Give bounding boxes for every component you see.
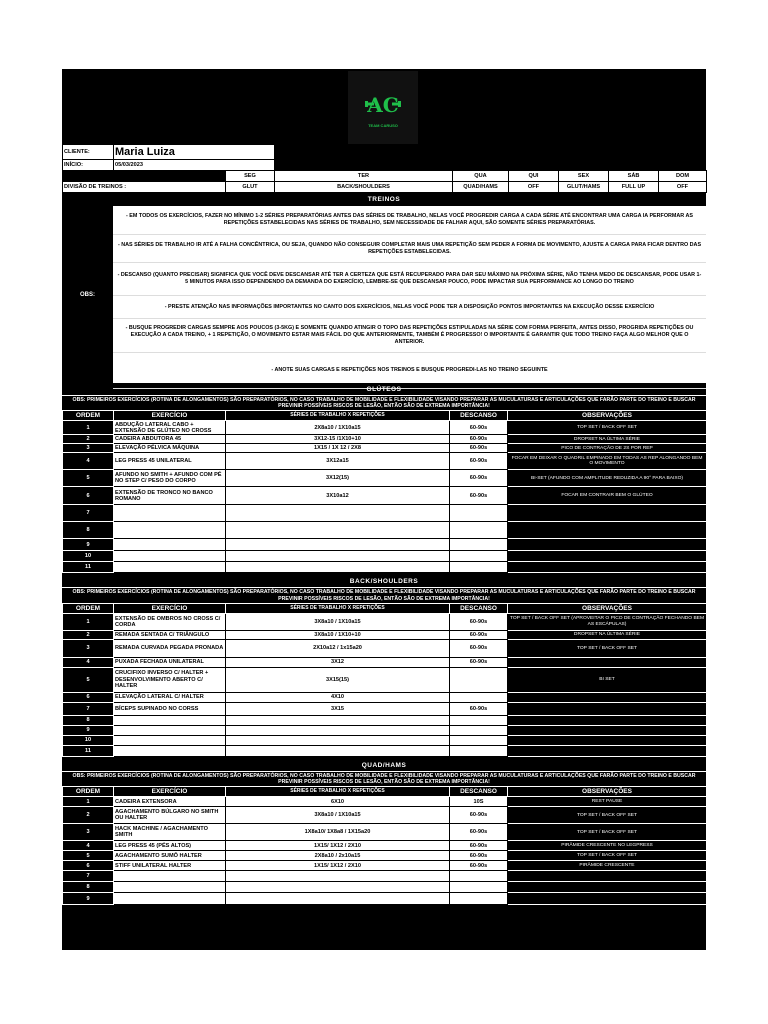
exercise-cell: REMADA SENTADA C/ TRIÂNGULO xyxy=(114,630,226,639)
section-title: GLÚTEOS xyxy=(366,386,402,393)
section-note: OBS: PRIMEIROS EXERCÍCIOS (ROTINA DE ALONGAMENTOS) SÃO PREPARATÓRIOS, NO CASO TRABALHO DE MOBILIDADE E FLEXIBILIDADE VISANDO PREPARAR AS MUCULATURAS E ARTICULAÇÕES QUE FARÃO PARTE DO TREINO E BUSCAR PREVINIR POSSÍVEIS RISCOS DE LESÃO, ENTÃO SÃO DE EXTREMA IMPORTÂNCIA! xyxy=(62,771,706,786)
sets-cell: 2X8a10 / 1X10a15 xyxy=(226,421,450,435)
sets-cell: 3X12 xyxy=(226,657,450,667)
sets-cell: 6X10 xyxy=(226,797,450,807)
sets-cell: 3X15(15) xyxy=(226,667,450,692)
sets-cell xyxy=(226,522,450,539)
rest-cell: 10S xyxy=(450,797,508,807)
brand-logo xyxy=(348,71,418,144)
rest-cell: 60-90s xyxy=(450,807,508,824)
exercise-cell: REMADA CURVADA PEGADA PRONADA xyxy=(114,639,226,657)
order-cell: 7 xyxy=(63,505,114,522)
order-cell: 9 xyxy=(63,893,114,905)
exercise-cell: CADEIRA ABDUTORA 45 xyxy=(114,435,226,444)
sets-cell: 3X8a10 / 1X10a15 xyxy=(226,613,450,630)
observation-cell xyxy=(508,725,707,735)
exercise-table xyxy=(62,786,707,905)
order-cell: 9 xyxy=(63,725,114,735)
exercise-cell xyxy=(114,715,226,725)
sets-cell: 2X10a12 / 1x15a20 xyxy=(226,639,450,657)
start-label: INÍCIO: xyxy=(63,160,114,171)
observation-cell: BI-SET (AFUNDO COM AMPLITUDE REDUZIDA A 90° PARA BAIXO) xyxy=(508,470,707,487)
table-row xyxy=(63,745,707,756)
column-header: SÉRIES DE TRABALHO X REPETIÇÕES xyxy=(226,411,450,421)
order-cell: 5 xyxy=(63,851,114,861)
svg-text:AC: AC xyxy=(367,93,399,117)
observation-cell: DROPSET NA ÚLTIMA SÉRIE xyxy=(508,630,707,639)
sets-cell: 3X12a15 xyxy=(226,453,450,470)
observation-cell xyxy=(508,692,707,702)
observation-cell: TOP SET / BACK OFF SET xyxy=(508,421,707,435)
obs-list xyxy=(113,206,706,383)
table-row xyxy=(63,639,707,657)
table-row xyxy=(63,702,707,715)
order-cell: 1 xyxy=(63,797,114,807)
table-row xyxy=(63,505,707,522)
rest-cell xyxy=(450,692,508,702)
division-sex: GLUT/HAMS xyxy=(559,182,609,193)
section-title: BACK/SHOULDERS xyxy=(349,578,419,586)
table-row xyxy=(63,824,707,841)
exercise-cell xyxy=(114,505,226,522)
rest-cell: 60-90s xyxy=(450,851,508,861)
observation-cell xyxy=(508,702,707,715)
sets-cell: 3X8a10 / 1X10a15 xyxy=(226,807,450,824)
rest-cell: 60-90s xyxy=(450,470,508,487)
observation-cell xyxy=(508,871,707,882)
column-header: EXERCÍCIO xyxy=(114,411,226,421)
observation-cell xyxy=(508,657,707,667)
section-title: QUAD/HAMS xyxy=(361,761,407,769)
table-row xyxy=(63,807,707,824)
table-row xyxy=(63,797,707,807)
rest-cell: 60-90s xyxy=(450,444,508,453)
day-sex: SEX xyxy=(559,171,609,182)
rest-cell: 60-90s xyxy=(450,702,508,715)
order-cell: 11 xyxy=(63,562,114,573)
division-qui: OFF xyxy=(509,182,559,193)
table-row xyxy=(63,725,707,735)
division-label: DIVISÃO DE TREINOS : xyxy=(63,182,226,193)
column-header: SÉRIES DE TRABALHO X REPETIÇÕES xyxy=(226,787,450,797)
rest-cell xyxy=(450,562,508,573)
observation-cell: TOP SET / BACK OFF SET xyxy=(508,807,707,824)
client-name: Maria Luiza xyxy=(114,145,275,160)
table-row xyxy=(63,735,707,745)
column-header: SÉRIES DE TRABALHO X REPETIÇÕES xyxy=(226,603,450,613)
observation-cell: PIRÂMIDE CRESCENTE NO LEGPRESS xyxy=(508,841,707,851)
order-cell: 4 xyxy=(63,657,114,667)
table-row xyxy=(63,841,707,851)
table-row xyxy=(63,861,707,871)
exercise-cell: ABDUÇÃO LATERAL CABO + EXTENSÃO DE GLÚTEO NO CROSS xyxy=(114,421,226,435)
table-row xyxy=(63,551,707,562)
column-header: ORDEM xyxy=(63,787,114,797)
observation-cell: BI SET xyxy=(508,667,707,692)
rest-cell xyxy=(450,667,508,692)
table-row xyxy=(63,871,707,882)
order-cell: 4 xyxy=(63,453,114,470)
division-ter: BACK/SHOULDERS xyxy=(275,182,453,193)
observation-cell xyxy=(508,522,707,539)
exercise-cell xyxy=(114,745,226,756)
rest-cell: 60-90s xyxy=(450,613,508,630)
exercise-cell: EXTENSÃO DE TRONCO NO BANCO ROMANO xyxy=(114,487,226,505)
start-date: 05/03/2023 xyxy=(114,160,275,171)
observation-cell: FOCAR EM CONTRAIR BEM O GLÚTEO xyxy=(508,487,707,505)
day-dom: DOM xyxy=(659,171,707,182)
table-row xyxy=(63,435,707,444)
observation-cell xyxy=(508,505,707,522)
order-cell: 8 xyxy=(63,522,114,539)
sets-cell: 1X15/ 1X12 / 2X10 xyxy=(226,861,450,871)
order-cell: 4 xyxy=(63,841,114,851)
table-row xyxy=(63,453,707,470)
day-qua: QUA xyxy=(453,171,509,182)
sets-cell: 1X15 / 1X 12 / 2X8 xyxy=(226,444,450,453)
rest-cell: 60-90s xyxy=(450,453,508,470)
exercise-cell: AGACHAMENTO SUMÔ HALTER xyxy=(114,851,226,861)
observation-cell xyxy=(508,562,707,573)
order-cell: 8 xyxy=(63,715,114,725)
exercise-cell xyxy=(114,562,226,573)
order-cell: 3 xyxy=(63,639,114,657)
rest-cell xyxy=(450,882,508,893)
table-row xyxy=(63,444,707,453)
rest-cell xyxy=(450,539,508,551)
column-header: EXERCÍCIO xyxy=(114,603,226,613)
observation-cell: TOP SET / BACK OFF SET xyxy=(508,824,707,841)
column-header: DESCANSO xyxy=(450,787,508,797)
observation-cell xyxy=(508,715,707,725)
dumbbell-logo-icon xyxy=(363,87,403,121)
sets-cell: 3X8a10 / 1X10+10 xyxy=(226,630,450,639)
exercise-cell xyxy=(114,735,226,745)
rest-cell: 60-90s xyxy=(450,861,508,871)
section-1 xyxy=(62,577,706,756)
section-0 xyxy=(62,385,706,573)
exercise-cell: AGACHAMENTO BÚLGARO NO SMITH OU HALTER xyxy=(114,807,226,824)
exercise-cell: STIFF UNILATERAL HALTER xyxy=(114,861,226,871)
rest-cell xyxy=(450,715,508,725)
observation-cell xyxy=(508,551,707,562)
exercise-cell: CADEIRA EXTENSORA xyxy=(114,797,226,807)
rest-cell: 60-90s xyxy=(450,630,508,639)
exercise-cell xyxy=(114,725,226,735)
division-dom: OFF xyxy=(659,182,707,193)
observation-cell: FOCAR EM DEIXAR O QUADRIL EMPINADO EM TODAS AS REP ALONGANDO BEM O MOVIMENTO xyxy=(508,453,707,470)
rest-cell: 60-90s xyxy=(450,487,508,505)
division-table xyxy=(62,170,707,193)
table-row xyxy=(63,667,707,692)
order-cell: 3 xyxy=(63,824,114,841)
rest-cell xyxy=(450,725,508,735)
column-header: DESCANSO xyxy=(450,411,508,421)
observation-cell xyxy=(508,735,707,745)
exercise-cell: AFUNDO NO SMITH + AFUNDO COM PÉ NO STEP C/ PESO DO CORPO xyxy=(114,470,226,487)
order-cell: 6 xyxy=(63,487,114,505)
workout-sheet xyxy=(62,69,706,950)
order-cell: 3 xyxy=(63,444,114,453)
table-row xyxy=(63,613,707,630)
exercise-cell: EXTENSÃO DE OMBROS NO CROSS C/ CORDA xyxy=(114,613,226,630)
exercise-cell xyxy=(114,551,226,562)
order-cell: 6 xyxy=(63,861,114,871)
order-cell: 9 xyxy=(63,539,114,551)
exercise-cell: BÍCEPS SUPINADO NO CORSS xyxy=(114,702,226,715)
column-header: OBSERVAÇÕES xyxy=(508,787,707,797)
brand-name: TEAM CARUSO xyxy=(368,123,398,128)
exercise-cell: HACK MACHINE / AGACHAMENTO SMITH xyxy=(114,824,226,841)
rest-cell: 60-90s xyxy=(450,421,508,435)
table-row xyxy=(63,562,707,573)
column-header: ORDEM xyxy=(63,411,114,421)
order-cell: 7 xyxy=(63,702,114,715)
observation-cell: DROPSET NA ÚLTIMA SÉRIE xyxy=(508,435,707,444)
sets-cell xyxy=(226,505,450,522)
order-cell: 7 xyxy=(63,871,114,882)
observation-cell: TOP SET / BACK OFF SET xyxy=(508,639,707,657)
sets-cell xyxy=(226,562,450,573)
table-row xyxy=(63,715,707,725)
division-qua: QUAD/HAMS xyxy=(453,182,509,193)
day-qui: QUI xyxy=(509,171,559,182)
division-sab: FULL UP xyxy=(609,182,659,193)
column-header: OBSERVAÇÕES xyxy=(508,411,707,421)
table-row xyxy=(63,470,707,487)
column-header: ORDEM xyxy=(63,603,114,613)
obs-item: - DESCANSO (QUANTO PRECISAR) SIGNIFICA QUE VOCÊ DEVE DESCANSAR ATÉ TER A CERTEZA QUE ESTÁ RECUPERADO PARA DAR SEU MÁXIMO NA PRÓXIMA SÉRIE, NÃO TENHA MEDO DE DESCANSAR, PODE USAR 1-5 MINUTOS PARA ISSO DEPENDENDO DA DEMANDA DO EXERCÍCIO, LEMBRE-SE QUE DESCANSAR POUCO, PODE IMPACTAR SUA PERFORMANCE AO LONGO DO TREINO xyxy=(113,263,706,296)
sets-cell xyxy=(226,539,450,551)
sets-cell xyxy=(226,893,450,905)
obs-label: OBS: xyxy=(80,291,95,298)
sets-cell: 3X10a12 xyxy=(226,487,450,505)
exercise-cell: PUXADA FECHADA UNILATERAL xyxy=(114,657,226,667)
table-row xyxy=(63,539,707,551)
day-seg: SEG xyxy=(226,171,275,182)
table-row xyxy=(63,487,707,505)
observation-cell: PICO DE CONTRAÇÃO DE 2S POR REP xyxy=(508,444,707,453)
order-cell: 8 xyxy=(63,882,114,893)
table-row xyxy=(63,893,707,905)
rest-cell: 60-90s xyxy=(450,657,508,667)
order-cell: 2 xyxy=(63,630,114,639)
exercise-cell: LEG PRESS 45 (PÉS ALTOS) xyxy=(114,841,226,851)
exercise-cell: LEG PRESS 45 UNILATERAL xyxy=(114,453,226,470)
rest-cell xyxy=(450,522,508,539)
table-row xyxy=(63,522,707,539)
obs-block xyxy=(62,206,706,383)
day-ter: TER xyxy=(275,171,453,182)
observation-cell: PIRÂMIDE CRESCENTE xyxy=(508,861,707,871)
sets-cell: 3X15 xyxy=(226,702,450,715)
workout-sections xyxy=(62,385,706,905)
exercise-cell: ELEVAÇÃO LATERAL C/ HALTER xyxy=(114,692,226,702)
exercise-table xyxy=(62,603,707,757)
obs-item: - EM TODOS OS EXERCÍCIOS, FAZER NO MÍNIMO 1-2 SÉRIES PREPARATÓRIAS ANTES DAS SÉRIES DE TRABALHO, NELAS VOCÊ PROGREDIR CARGA A CADA SÉRIE ATÉ ENCONTRAR UMA CARGA IA PERFORMAR AS REPETIÇÕES ESTABELECIDAS NAS SÉRIES DE TRABALHO, SEM NECESSIDADE DE FALHAR AQUI, SÃO SOMENTE SÉRIES PREPARATÓRIAS. xyxy=(113,206,706,235)
sets-cell: 1X15/ 1X12 / 2X10 xyxy=(226,841,450,851)
exercise-cell: CRUCIFIXO INVERSO C/ HALTER + DESENVOLVIMENTO ABERTO C/ HALTER xyxy=(114,667,226,692)
day-sab: SÁB xyxy=(609,171,659,182)
exercise-cell xyxy=(114,539,226,551)
obs-item: - PRESTE ATENÇÃO NAS INFORMAÇÕES IMPORTANTES NO CANTO DOS EXERCÍCIOS, NELAS VOCÊ PODE TER A DISPOSIÇÃO PONTOS IMPORTANTES NA EXECUÇÃO DESSE EXERCÍCIO xyxy=(113,296,706,319)
exercise-cell: ELEVAÇÃO PÉLVICA MÁQUINA xyxy=(114,444,226,453)
exercise-table xyxy=(62,410,707,573)
exercise-cell xyxy=(114,522,226,539)
sets-cell: 3X12(15) xyxy=(226,470,450,487)
order-cell: 10 xyxy=(63,735,114,745)
rest-cell: 60-90s xyxy=(450,841,508,851)
order-cell: 5 xyxy=(63,667,114,692)
table-row xyxy=(63,421,707,435)
observation-cell: TOP SET / BACK OFF SET (APROVEITAR O PICO DE CONTRAÇÃO FECHANDO BEM AS ESCÁPULAS) xyxy=(508,613,707,630)
rest-cell: 60-90s xyxy=(450,435,508,444)
observation-cell xyxy=(508,539,707,551)
sets-cell xyxy=(226,725,450,735)
sets-cell: 4X10 xyxy=(226,692,450,702)
order-cell: 1 xyxy=(63,421,114,435)
rest-cell xyxy=(450,745,508,756)
order-cell: 2 xyxy=(63,807,114,824)
client-info-table xyxy=(62,144,707,171)
order-cell: 11 xyxy=(63,745,114,756)
sets-cell xyxy=(226,871,450,882)
rest-cell xyxy=(450,735,508,745)
observation-cell xyxy=(508,893,707,905)
observation-cell: TOP SET / BACK OFF SET xyxy=(508,851,707,861)
rest-cell xyxy=(450,551,508,562)
column-header: OBSERVAÇÕES xyxy=(508,603,707,613)
sets-cell xyxy=(226,745,450,756)
obs-item: - ANOTE SUAS CARGAS E REPETIÇÕES NOS TREINOS E BUSQUE PROGREDI-LAS NO TREINO SEGUINTE xyxy=(113,353,706,389)
column-header: DESCANSO xyxy=(450,603,508,613)
section-note: OBS: PRIMEIROS EXERCÍCIOS (ROTINA DE ALONGAMENTOS) SÃO PREPARATÓRIOS, NO CASO TRABALHO DE MOBILIDADE E FLEXIBILIDADE VISANDO PREPARAR AS MUCULATURAS E ARTICULAÇÕES QUE FARÃO PARTE DO TREINO E BUSCAR PREVINIR POSSÍVEIS RISCOS DE LESÃO, ENTÃO SÃO DE EXTREMA IMPORTÂNCIA! xyxy=(62,395,706,410)
rest-cell xyxy=(450,871,508,882)
rest-cell xyxy=(450,893,508,905)
order-cell: 10 xyxy=(63,551,114,562)
exercise-cell xyxy=(114,871,226,882)
exercise-cell xyxy=(114,882,226,893)
order-cell: 2 xyxy=(63,435,114,444)
obs-item: - NAS SÉRIES DE TRABALHO IR ATÉ A FALHA CONCÊNTRICA, OU SEJA, QUANDO NÃO CONSEGUIR COMPLETAR MAIS UMA REPETIÇÃO SEM PEDER A FORMA DE MOVIMENTO, AJUSTE A CARGA PARA FICAR DENTRO DAS REPETIÇÕES ESTABELECIDAS. xyxy=(113,235,706,263)
sets-cell: 1X8a10/ 1X8a8 / 1X15a20 xyxy=(226,824,450,841)
section-note: OBS: PRIMEIROS EXERCÍCIOS (ROTINA DE ALONGAMENTOS) SÃO PREPARATÓRIOS, NO CASO TRABALHO DE MOBILIDADE E FLEXIBILIDADE VISANDO PREPARAR AS MUCULATURAS E ARTICULAÇÕES QUE FARÃO PARTE DO TREINO E BUSCAR PREVINIR POSSÍVEIS RISCOS DE LESÃO, ENTÃO SÃO DE EXTREMA IMPORTÂNCIA! xyxy=(62,587,706,602)
sets-cell: 2X8a10 / 2x10a15 xyxy=(226,851,450,861)
rest-cell: 60-90s xyxy=(450,824,508,841)
order-cell: 1 xyxy=(63,613,114,630)
table-row xyxy=(63,851,707,861)
order-cell: 5 xyxy=(63,470,114,487)
client-label: CLIENTE: xyxy=(63,145,114,160)
division-seg: GLUT xyxy=(226,182,275,193)
observation-cell: REST PAUSE xyxy=(508,797,707,807)
rest-cell xyxy=(450,505,508,522)
treinos-title: TREINOS xyxy=(367,196,401,203)
observation-cell xyxy=(508,745,707,756)
table-row xyxy=(63,692,707,702)
section-2 xyxy=(62,761,706,905)
table-row xyxy=(63,882,707,893)
order-cell: 6 xyxy=(63,692,114,702)
obs-item: - BUSQUE PROGREDIR CARGAS SEMPRE AOS POUCOS (3-5KG) E SOMENTE QUANDO ATINGIR O TOPO DAS REPETIÇÕES ESTIPULADAS NA SÉRIE COM FORMA PERFEITA, ANTES DISSO, PROGRIDA REPETIÇÕES OU EXECUÇÃO A CADA TREINO, + 1 REPETIÇÃO, O MOVIMENTO ESTAR MAIS FÁCIL DO QUE ANTERIORMENTE, TAMBÉM É PROGRESSO! O IMPORTANTE É GARANTIR QUE TODO TREINO FAÇA ALGO MELHOR QUE O ANTERIOR. xyxy=(113,319,706,353)
table-row xyxy=(63,630,707,639)
sets-cell xyxy=(226,715,450,725)
table-row xyxy=(63,657,707,667)
column-header: EXERCÍCIO xyxy=(114,787,226,797)
observation-cell xyxy=(508,882,707,893)
sets-cell xyxy=(226,551,450,562)
exercise-cell xyxy=(114,893,226,905)
sets-cell: 3X12-15 /1X10+10 xyxy=(226,435,450,444)
sets-cell xyxy=(226,882,450,893)
rest-cell: 60-90s xyxy=(450,639,508,657)
sets-cell xyxy=(226,735,450,745)
